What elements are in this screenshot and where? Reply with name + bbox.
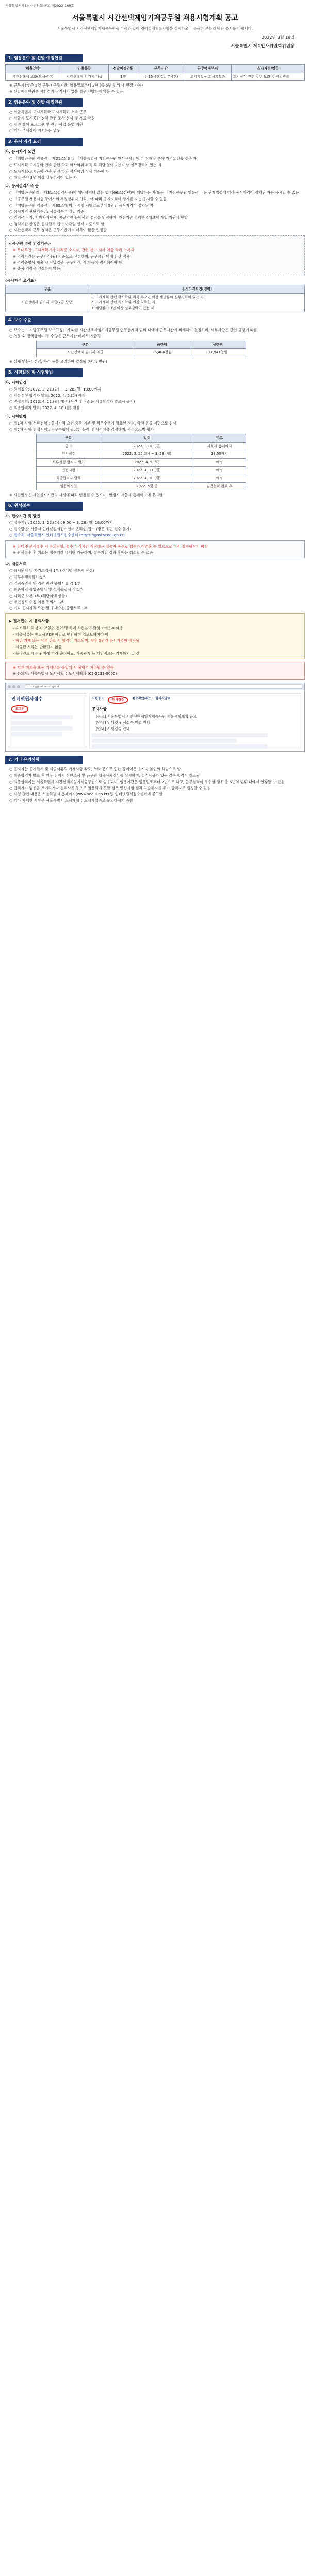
subheading: 나. 시험방법 (5, 414, 27, 419)
notice-number: 서울특별시제1인사위원회 공고 제2022-160호 (5, 4, 74, 8)
list-item: ○ 시간선택제 근무 경력은 근무시간에 비례하여 환산 인정함 (9, 228, 107, 233)
notice-item[interactable]: [안내] 시험일정 안내 (96, 726, 130, 732)
list-item: ○ 서울시 도시공간 정책 관련 조사·분석 및 자료 작성 (9, 116, 95, 121)
menu-item[interactable]: 접수확인/취소 (132, 697, 152, 701)
list-item: ○ 면접시험: 2022. 4. 11.(월) 예정 (시간 및 장소는 서류합격자 발표시 공지) (9, 399, 135, 404)
table-row (37, 474, 246, 483)
cell: 2022. 4. 18.(월) (101, 474, 193, 483)
cell: 도시계획국 도시계획과 (184, 73, 231, 81)
note: ※ 실제 연봉은 경력, 자격 등을 고려하여 결정됨 (단위: 천원) (9, 359, 107, 364)
cell: 1. 도시계획 관련 학사학위 취득 후 2년 이상 해당분야 실무경력이 있는 자 2. 도시계획 관련 석사학위 이상 취득한 자 3. 해당분야 3년 이상 실무경력이 있는 자 (89, 293, 305, 312)
list-item: ○ 최종학력 졸업증명서 및 성적증명서 각 1부 (9, 587, 83, 592)
list-item: ○ 「지방공무원 임용령」 제21조의3 및 「서울특별시 지방공무원 인사규칙」에 따른 해당 분야 자격요건을 갖춘 자 (9, 156, 197, 161)
announce-date: 2022년 3월 18일 (262, 35, 295, 40)
browser-toolbar (6, 683, 304, 690)
list-item: ○ 기타 자세한 사항은 서울특별시 도시계획국 도시계획과로 문의하시기 바람 (9, 798, 133, 803)
section-7-title: 7. 기타 유의사항 (5, 756, 83, 764)
th: 구분 (37, 341, 134, 349)
list-item: ○ 연봉 외 정액급식비 등 수당은 근무시간 비례로 지급됨 (9, 333, 101, 338)
cell: 2022. 4. 5.(화) (101, 459, 193, 467)
placeholder-bar (11, 721, 62, 725)
site-logo: 인터넷원서접수 (11, 697, 43, 702)
box-line: ※ 중복 경력은 인정하지 않음 (13, 266, 60, 272)
list-item: ○ 개인정보 수집 이용 동의서 1부 (9, 600, 64, 605)
box-line: - 블라인드 채용 원칙에 따라 출신학교, 가족관계 등 개인정보는 기재하지 말 것 (13, 651, 140, 656)
notice-page (0, 0, 310, 809)
cell: 원서접수 (37, 450, 101, 459)
cell: 도시공간 관련 업무 보좌 및 사업관리 (231, 73, 304, 81)
cell: 면접시험 (37, 466, 101, 474)
browser-screenshot (5, 683, 305, 752)
section-5-title: 5. 시험일정 및 시험방법 (5, 368, 83, 377)
site-main (89, 693, 301, 748)
issuer: 서울특별시 제1인사위원회위원장 (231, 43, 295, 49)
box-line: - 제출서류는 반드시 PDF 파일로 변환하여 업로드하여야 함 (13, 632, 109, 637)
site-sidebar (9, 693, 86, 748)
subheading: 가. 시험일정 (5, 380, 27, 385)
box-line: ※ 경력증명서 제출 시 담당업무, 근무기간, 직위 등이 명시되어야 함 (13, 260, 122, 265)
list-item: ○ 자격증 사본 1부 (해당자에 한함) (9, 594, 67, 599)
cell: 2022. 3. 18.(금) (101, 442, 193, 450)
list-item: ○ 접수방법: 서울시 인터넷원서접수센터 온라인 접수 (방문·우편 접수 불가) (9, 527, 132, 532)
list-item: ○ 「공무원 채용시험 등에서의 부정행위자 처리」에 따라 응시자격이 정지된 자는 응시할 수 없음 (9, 196, 167, 201)
url-bar[interactable]: https://gosi.seoul.go.kr (25, 684, 302, 689)
cell: 시간선택제 임기제 마급(7급 상당) (6, 293, 89, 312)
list-item: ○ 「지방공무원법」 제31조(결격사유)에 해당하거나 같은 법 제66조(정년)에 해당하는 자 또는 「지방공무원 임용령」 등 관계법령에 따라 응시자격이 정지된 자는 응시할 수 없음 (9, 190, 299, 195)
cell: 최종합격자 발표 (37, 474, 101, 483)
placeholder-bar (92, 733, 268, 737)
cell: 임용절차 완료 후 (193, 482, 246, 490)
page-title: 서울특별시 시간선택제임기제공무원 채용시험계획 공고 (72, 14, 238, 23)
list-item: ○ 직무수행계획서 1부 (9, 574, 46, 580)
placeholder-bar (92, 744, 268, 749)
th: 하한액 (134, 341, 190, 349)
th: 선발예정인원 (109, 65, 138, 73)
list-item: ○ 보수는 「지방공무원 보수규정」에 따른 시간선택제임기제공무원 연봉한계액 범위 내에서 근무시간에 비례하여 결정하며, 세부사항은 관련 규정에 따름 (9, 327, 257, 332)
box-line: ※ 우대요건: 도시계획기사 자격증 소지자, 관련 분야 석사 이상 학위 소지자 (13, 248, 134, 252)
list-item: ○ 원서접수: 2022. 3. 22.(화) ~ 3. 28.(월) 18:00까지 (9, 387, 101, 392)
cell: 주 35시간(1일 7시간) (138, 73, 184, 81)
th: 근무예정부서 (184, 65, 231, 73)
section-2-title: 2. 임용분야 및 선발 예정인원 (5, 98, 83, 107)
cell: 25,404천원 (134, 349, 190, 357)
notice-box (5, 540, 305, 558)
notice-title: 공지사항 (92, 707, 107, 712)
list-item: ○ 시험 관련 내용은 서울특별시 홈페이지(www.seoul.go.kr) 및 인터넷원서접수센터에 공고함 (9, 792, 163, 797)
subheading: 가. 접수기간 및 방법 (5, 513, 40, 518)
th: 응시자격/업무 (231, 65, 304, 73)
salary-table (36, 341, 246, 357)
cell: 시간선택제 보좌(도시공간) (6, 73, 60, 81)
table-row (37, 442, 246, 450)
th: 비고 (193, 434, 246, 443)
list-item: ○ 경력기간 산정은 응시원서 접수 마감일 현재 기준으로 함 (9, 222, 105, 227)
table-row (37, 466, 246, 474)
list-item: ○ 서울특별시 도시계획국 도시계획과 소속 근무 (9, 109, 87, 114)
list-item: ○ 최종합격자 발표 후 임용 전까지 신원조사 및 공무원 채용신체검사를 실시하며, 결격사유가 있는 경우 합격이 취소됨 (9, 773, 200, 778)
menu-item-apply[interactable]: 원서접수 (108, 696, 128, 704)
list-item: ○ 합격자가 임용을 포기하거나 결격사유 등으로 임용되지 못할 경우 면접시험 결과 차순위자를 추가 합격자로 결정할 수 있음 (9, 785, 210, 790)
cell: 37,941천원 (190, 349, 246, 357)
table-row (37, 349, 246, 357)
list-item: ○ 최종합격자는 서울특별시 시간선택제임기제공무원으로 임용되며, 임용기간은 임용일로부터 2년으로 하고, 근무실적이 우수한 경우 총 5년의 범위 내에서 연장할 수 있음 (9, 779, 285, 784)
th: 임용등급 (60, 65, 108, 73)
cell: 예정 (193, 459, 246, 467)
cell: 서류전형 합격자 발표 (37, 459, 101, 467)
placeholder-bar (11, 732, 62, 736)
window-dot-icon (12, 685, 15, 688)
subheading: 나. 제출서류 (5, 561, 27, 566)
window-dot-icon (17, 685, 20, 688)
placeholder-bar (11, 715, 73, 719)
menu-item[interactable]: 합격자발표 (155, 697, 171, 701)
note: ※ 시험일정은 시험실시기관의 사정에 따라 변경될 수 있으며, 변경시 서울시 홈페이지에 공지함 (9, 493, 163, 498)
intro-text: 서울특별시 시간선택제임기제공무원을 다음과 같이 경력경쟁채용시험을 실시하오니 유능한 분들의 많은 응시를 바랍니다. (57, 26, 253, 31)
list-item: ○ 도시계획·도시공학·건축 관련 학과 학사학위 취득 후 해당 분야 2년 이상 실무경력이 있는 자 (9, 162, 162, 167)
warning-box (5, 662, 305, 680)
list-item: ○ 경력증명서 및 경력 관련 증빙서류 각 1부 (9, 581, 80, 586)
note: ※ 선발예정인원은 시험결과 적격자가 없을 경우 선발하지 않을 수 있음 (9, 89, 123, 94)
list-item: ○ 최종합격자 발표: 2022. 4. 18.(월) 예정 (9, 405, 80, 411)
cell: 서울시 홈페이지 (193, 442, 246, 450)
box-line: - 제출된 서류는 반환하지 않음 (13, 645, 62, 650)
table-row (37, 482, 246, 490)
placeholder-bar (11, 726, 73, 731)
box-title: <공무원 경력 인정기준> (9, 241, 51, 246)
list-item: ○ 「지방공무원 임용령」 제65조에 따라 시험 시행일로부터 5년간 응시자격이 정지된 자 (9, 202, 154, 208)
list-item: ○ 서류전형 합격자 발표: 2022. 4. 5.(화) 예정 (9, 393, 86, 398)
requirements-table (5, 285, 305, 312)
section-6-title: 6. 원서접수 (5, 502, 83, 510)
list-item: ○ 기타 응시자격 요건 및 우대요건 증빙서류 1부 (9, 606, 88, 611)
notice-item[interactable]: [공고] 서울특별시 시간선택제임기제공무원 채용시험계획 공고 (96, 714, 197, 719)
notice-item[interactable]: [안내] 인터넷 원서접수 방법 안내 (96, 720, 151, 725)
cell: 시간선택제 임기제 마급 (37, 349, 134, 357)
th: 일정 (101, 434, 193, 443)
list-item: ○ 제1차 시험(서류전형): 응시자격 요건 충족 여부 및 직무수행에 필요한 경력, 학력 등을 서면으로 심사 (9, 421, 176, 426)
cell: 임용예정일 (37, 482, 101, 490)
cell: 1명 (109, 73, 138, 81)
box-line: - 응시원서 작성 시 본인의 경력 및 학력 사항을 정확히 기재하여야 함 (13, 625, 124, 631)
cell: 2022. 4. 11.(월) (101, 466, 193, 474)
th: 구분 (37, 434, 101, 443)
subheading: 가. 응시자격 요건 (5, 149, 35, 154)
schedule-table (36, 434, 246, 490)
list-item: ○ 기타 부서장이 지시하는 업무 (9, 128, 60, 133)
th: 구분 (6, 285, 89, 294)
list-item: ○ 시민 참여 프로그램 및 관련 사업 운영 지원 (9, 122, 83, 127)
list-item: ○ 응시자격 판단기준일: 서류접수 마감일 기준 (9, 209, 85, 214)
th: 응시자격요건(경력) (89, 285, 305, 294)
cell: 공고 (37, 442, 101, 450)
section-3-title: 3. 응시 자격 요건 (5, 138, 83, 146)
caution-box (5, 613, 305, 659)
subheading: (응시자격 요건표) (5, 278, 36, 283)
table-row (6, 73, 305, 81)
cell: 시간선택제 임기제 마급 (60, 73, 108, 81)
subheading: 나. 응시결격사유 등 (5, 183, 39, 188)
placeholder-bar (92, 739, 237, 743)
th: 근무시간 (138, 65, 184, 73)
list-item: ○ 해당 분야 3년 이상 실무경력이 있는 자 (9, 175, 77, 180)
list-item: ○ 제2차 시험(면접시험): 직무수행에 필요한 능력 및 적격성을 검정하며, 평정요소별 평가 (9, 427, 154, 432)
box-title: ▶ 원서접수 시 유의사항 (9, 619, 49, 624)
experience-criteria-box (5, 235, 305, 275)
window-dot-icon (8, 685, 11, 688)
browser-content (6, 690, 304, 751)
table-row (37, 459, 246, 467)
cell: 예정 (193, 466, 246, 474)
positions-table (5, 64, 305, 81)
box-line: ※ 경력기간은 근무기간(월) 기준으로 산정하며, 근무시간 비례 환산 적용 (13, 254, 130, 259)
list-item: ○ 응시원서 및 자기소개서 1부 (인터넷 접수시 작성) (9, 568, 94, 573)
login-button[interactable]: 로그인 (11, 705, 28, 713)
list-item: ○ 응시자는 응시원서 및 제출서류의 기재사항 착오, 누락 등으로 인한 불이익은 응시자 본인의 책임으로 함 (9, 767, 181, 772)
box-line: ※ 서류 미제출 또는 기재내용 불일치 시 불합격 처리될 수 있음 (13, 665, 114, 670)
cell: 예정 (193, 474, 246, 483)
list-item: ○ 접수기간: 2022. 3. 22.(화) 09:00 ~ 3. 28.(월) 18:00까지 (9, 520, 113, 526)
box-line: ※ 원서접수 후 취소는 접수기간 내에만 가능하며, 접수기간 경과 후에는 취소할 수 없음 (13, 550, 153, 555)
box-line: ※ 문의처: 서울특별시 도시계획국 도시계획과 (02-2133-0000) (13, 671, 117, 676)
list-item: ○ 도시계획·도시공학·건축 관련 학과 석사학위 이상 취득한 자 (9, 168, 109, 174)
cell: 2022. 5월 중 (101, 482, 193, 490)
section-4-title: 4. 보수 수준 (5, 316, 83, 325)
note: ※ 근무시간: 주 5일 근무 / 근무기간: 임용일로부터 2년 (총 5년 범위 내 연장 가능) (9, 83, 143, 88)
cell: 2022. 3. 22.(화) ~ 3. 28.(월) (101, 450, 193, 459)
table-row (6, 293, 305, 312)
section-1-title: 1. 임용분야 및 선발 예정인원 (5, 54, 83, 62)
cell: 18:00까지 (193, 450, 246, 459)
list-item: ○ 접수처: 서울특별시 인터넷원서접수센터 (https://gosi.seoul.go.kr) (9, 533, 125, 538)
box-line: - 허위 기재 또는 서류 위조 시 합격이 취소되며, 향후 5년간 응시자격이 정지됨 (13, 638, 140, 643)
menu-item[interactable]: 시험공고 (92, 697, 104, 701)
list-item: ○ 경력은 국가, 지방자치단체, 공공기관 등에서의 경력을 인정하며, 민간기관 경력은 4대보험 가입 기관에 한함 (9, 215, 188, 221)
th: 임용분야 (6, 65, 60, 73)
table-row (37, 450, 246, 459)
box-line: ※ 인터넷 원서접수 시 유의사항: 접수 마감시간 직전에는 접속자 폭주로 접수가 어려울 수 있으므로 미리 접수하시기 바람 (13, 544, 208, 549)
th: 상한액 (190, 341, 246, 349)
